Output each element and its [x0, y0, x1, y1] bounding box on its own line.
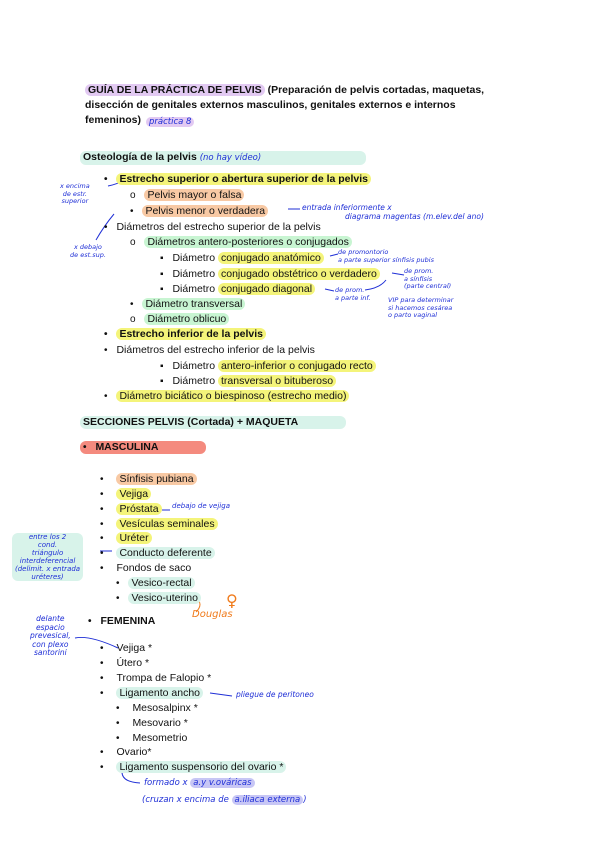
vesiculas-seminales: Vesículas seminales: [116, 518, 217, 530]
practice-tag: práctica 8: [146, 117, 194, 127]
note-susp-1-text: formado x: [144, 778, 191, 788]
list-item: [160, 268, 380, 281]
list-item: [100, 473, 197, 486]
bullet-dot: •: [100, 688, 104, 699]
bullet-square: ▪: [160, 284, 164, 295]
list-item: [116, 592, 201, 605]
diametro-label: Diámetro: [172, 360, 218, 372]
list-item: [104, 328, 266, 341]
list-item: [104, 221, 321, 234]
bullet-dot: •: [116, 718, 120, 729]
list-item: [100, 518, 218, 531]
diametro-label: Diámetro: [172, 375, 218, 387]
list-item: [100, 672, 211, 685]
note-susp-1-hl: a.y v.ováricas: [190, 778, 254, 788]
list-item: [160, 283, 315, 296]
female-icon: ♀: [226, 591, 238, 610]
bullet-dot: •: [104, 174, 108, 185]
guide-title: [85, 84, 484, 97]
bullet-dot: •: [100, 489, 104, 500]
trompa-falopio: Trompa de Falopio *: [116, 672, 212, 684]
prostata: Próstata: [116, 503, 161, 515]
conducto-deferente: Conducto deferente: [116, 547, 214, 559]
note-anatomico: de promontorio a parte superior sínfisis pubis: [338, 248, 434, 264]
list-item: [160, 252, 324, 265]
list-item: [116, 717, 188, 730]
list-item: [104, 173, 371, 186]
femenina-heading-text: FEMENINA: [100, 615, 156, 627]
list-item: [130, 189, 244, 202]
ovario: Ovario*: [116, 746, 152, 758]
list-item: [130, 313, 229, 326]
bullet-dot: •: [116, 578, 120, 589]
ligamento-ancho: Ligamento ancho: [116, 687, 203, 699]
ligamento-suspensorio: Ligamento suspensorio del ovario *: [116, 761, 286, 773]
bullet-dot: •: [116, 593, 120, 604]
bullet-dot: •: [100, 533, 104, 544]
bullet-dot: •: [100, 762, 104, 773]
arrow-obstetrico: [392, 273, 404, 275]
biciatico: Diámetro biciático o biespinoso (estrecho medio): [116, 390, 349, 402]
title-line-3: femeninos): [85, 114, 142, 126]
sinfisis-pubiana: Sínfisis pubiana: [116, 473, 196, 485]
osteology-heading-text: Osteología de la pelvis: [83, 151, 197, 163]
arrow-lig-ancho: [210, 693, 232, 696]
list-item: [160, 360, 376, 373]
bullet-dot: •: [100, 658, 104, 669]
diametros-inferior: Diámetros del estrecho inferior de la pelvis: [116, 344, 315, 356]
bullet-dot: •: [100, 548, 104, 559]
list-item: [100, 547, 215, 560]
bullet-circle: •: [130, 206, 134, 217]
note-douglas: Douglas: [192, 609, 233, 620]
secciones-heading: SECCIONES PELVIS (Cortada) + MAQUETA: [80, 416, 346, 429]
list-item: [104, 390, 349, 403]
bullet-dot: •: [83, 442, 87, 453]
diametros-superior: Diámetros del estrecho superior de la pelvis: [116, 221, 321, 233]
osteology-heading: [80, 151, 366, 165]
note-susp-2-text: (cruzan x encima de: [142, 795, 232, 805]
title-rest: (Preparación de pelvis cortadas, maquetas,: [264, 84, 485, 96]
bullet-dot: •: [104, 329, 108, 340]
mesosalpinx: Mesosalpinx *: [132, 702, 198, 714]
list-item: [100, 746, 151, 759]
bullet-dot: •: [100, 474, 104, 485]
list-item: [116, 702, 198, 715]
bullet-circle: o: [130, 237, 136, 248]
masculina-heading: [80, 441, 206, 454]
list-item: [100, 642, 152, 655]
list-item: [100, 562, 191, 575]
fondos-de-saco: Fondos de saco: [116, 562, 192, 574]
diametro-label: Diámetro: [172, 268, 218, 280]
list-item: [100, 687, 203, 700]
list-item: [116, 577, 195, 590]
vejiga-fem: Vejiga *: [116, 642, 153, 654]
bullet-square: ▪: [160, 253, 164, 264]
mesometrio: Mesometrio: [132, 732, 188, 744]
note-susp-2-hl: a.iliaca externa: [232, 795, 304, 805]
list-item: [100, 657, 149, 670]
bullet-dot: •: [100, 504, 104, 515]
list-item: [130, 236, 352, 249]
diametro-label: Diámetro: [172, 252, 218, 264]
utero: Útero *: [116, 657, 150, 669]
list-item: [160, 375, 336, 388]
note-obstetrico: de prom. a sínfisis (parte central): [404, 267, 452, 290]
conjugado-anatomico: conjugado anatómico: [218, 252, 324, 264]
bullet-dot: •: [104, 345, 108, 356]
list-item: [100, 761, 286, 774]
bullet-square: ▪: [160, 269, 164, 280]
estrecho-inferior: Estrecho inferior de la pelvis: [116, 328, 266, 340]
vejiga-masc: Vejiga: [116, 488, 151, 500]
diametros-antero: Diámetros antero-posteriores o conjugados: [144, 236, 351, 248]
bullet-square: ▪: [160, 361, 164, 372]
bullet-dot: •: [100, 563, 104, 574]
femenina-heading: [88, 615, 155, 628]
diametro-oblicuo: Diámetro oblicuo: [144, 313, 229, 325]
arrow-diagonal: [325, 289, 334, 291]
list-item: [130, 205, 268, 218]
title-line-2: disección de genitales externos masculinos, genitales externos e internos: [85, 99, 456, 111]
bullet-dot: •: [104, 222, 108, 233]
list-item: [104, 344, 315, 357]
note-encima: x encima de estr. superior: [60, 182, 90, 205]
bullet-square: ▪: [160, 376, 164, 387]
bullet-dot: •: [100, 673, 104, 684]
note-prostata: debajo de vejiga: [172, 502, 230, 510]
note-vip: VIP para determinar si hacemos cesárea o parto vaginal: [388, 296, 454, 319]
list-item: [100, 503, 162, 516]
osteology-note: (no hay vídeo): [199, 153, 262, 163]
bullet-dot: •: [116, 733, 120, 744]
note-menor: entrada inferiormente x: [302, 203, 392, 212]
note-lig-ancho: pliegue de peritoneo: [236, 690, 314, 699]
note-debajo: x debajo de est.sup.: [70, 243, 106, 259]
note-susp-1: [144, 778, 255, 788]
arrow-anatomico: [330, 254, 338, 256]
list-item: [130, 298, 245, 311]
bituberoso: transversal o bituberoso: [218, 375, 336, 387]
list-item: [100, 488, 151, 501]
bullet-dot: •: [100, 519, 104, 530]
bullet-dot: •: [116, 703, 120, 714]
vesico-rectal: Vesico-rectal: [128, 577, 194, 589]
bullet-dot: •: [88, 616, 92, 627]
bullet-circle: •: [130, 299, 134, 310]
bullet-circle: o: [130, 190, 136, 201]
bullet-dot: •: [104, 391, 108, 402]
conjugado-diagonal: conjugado diagonal: [218, 283, 315, 295]
note-diagonal: de prom. a parte inf.: [335, 286, 371, 302]
title-lead: GUÍA DE LA PRÁCTICA DE PELVIS: [85, 84, 265, 96]
pelvis-menor: Pelvis menor o verdadera: [142, 205, 268, 217]
antero-inferior: antero-inferior o conjugado recto: [218, 360, 376, 372]
estrecho-superior: Estrecho superior o abertura superior de la pelvis: [116, 173, 371, 185]
diametro-transversal: Diámetro transversal: [142, 298, 245, 310]
note-vejiga-fem: delante espacio prevesical, con plexo santorini: [30, 614, 71, 657]
mesovario: Mesovario *: [132, 717, 188, 729]
vesico-uterino: Vesico-uterino: [128, 592, 201, 604]
pelvis-mayor: Pelvis mayor o falsa: [144, 189, 244, 201]
note-susp-2: [142, 795, 307, 805]
note-menor-2: diagrama magentas (m.elev.del ano): [345, 212, 484, 221]
list-item: [100, 532, 152, 545]
ureter: Uréter: [116, 532, 151, 544]
masculina-heading-text: MASCULINA: [95, 441, 159, 453]
bullet-dot: •: [100, 747, 104, 758]
note-susp-2-end: ): [303, 795, 307, 805]
list-item: [116, 732, 187, 745]
note-conducto: entre los 2 cond. triángulo interdeferencial (delimit. x entrada uréteres): [12, 533, 83, 581]
conjugado-obstetrico: conjugado obstétrico o verdadero: [218, 268, 380, 280]
diametro-label: Diámetro: [172, 283, 218, 295]
bullet-dot: •: [100, 643, 104, 654]
bullet-circle: o: [130, 314, 136, 325]
